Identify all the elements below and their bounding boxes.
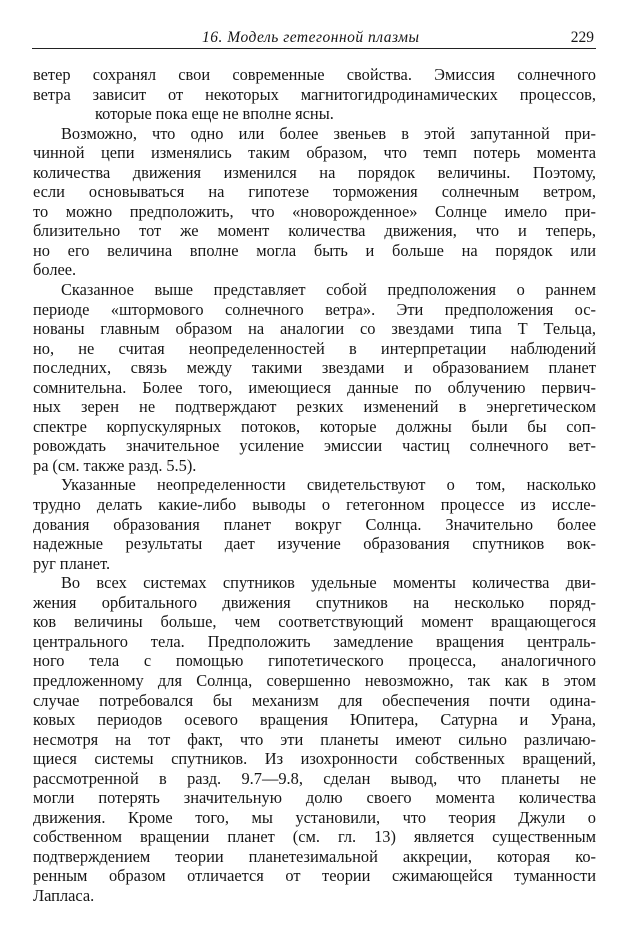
text-line: но его величина вполне могла быть и больше на порядок или [33, 240, 596, 260]
text-line: ветра зависит от некоторых магнитогидродинамических процессов, [33, 84, 596, 104]
text-line: чинной цепи изменялись таким образом, что темп потерь момента [33, 143, 596, 163]
text-line: спектре корпускулярных потоков, которые должны были бы соп- [33, 416, 596, 436]
text-line: могли потерять значительную долю своего момента количества [33, 788, 596, 808]
text-line: если основываться на гипотезе торможения солнечным ветром, [33, 182, 596, 202]
text-line: ветер сохранял свои современные свойства. Эмиссия солнечного [33, 65, 596, 84]
text-line: Сказанное выше представляет собой предположения о раннем [61, 280, 596, 300]
text-line: ровождать значительное усиление эмиссии частиц солнечного вет- [33, 436, 596, 456]
body-text [33, 65, 596, 906]
text-line: более. [33, 260, 77, 280]
text-line: руг планет. [33, 553, 111, 573]
paragraph [33, 475, 596, 573]
page-header [32, 28, 596, 49]
text-line: надежные результаты дает изучение образования спутников вок- [33, 534, 596, 554]
text-line: Лапласа. [33, 885, 95, 905]
text-line: ренным образом отличается от теории сжимающейся туманности [33, 866, 596, 886]
text-line: ков величины больше, чем соответствующий момент вращающегося [33, 612, 596, 632]
text-line: дования образования планет вокруг Солнца. Значительно более [33, 514, 596, 534]
text-line: движения. Кроме того, мы установили, что теория Джули о [33, 807, 596, 827]
paragraph [33, 124, 596, 280]
text-line: последних, связь между такими звездами и образованием планет [33, 358, 596, 378]
text-line: трудно делать какие-либо выводы о гетегонном процессе из иссле- [33, 495, 596, 515]
text-line: количества движения изменился на порядок величины. Поэтому, [33, 162, 596, 182]
text-line: ного тела с помощью гипотетического процесса, аналогичного [33, 651, 596, 671]
text-line: подтверждением теории планетезимальной аккреции, которая ко- [33, 846, 596, 866]
text-line: ра (см. также разд. 5.5). [33, 455, 197, 475]
text-line: которые пока еще не вполне ясны. [95, 104, 334, 124]
text-line: то можно предположить, что «новорожденное» Солнце имело при- [33, 201, 596, 221]
text-line: ковых периодов осевого вращения Юпитера, Сатурна и Урана, [33, 710, 596, 730]
text-line: несмотря на тот факт, что эти планеты имеют сильно различаю- [33, 729, 596, 749]
running-title: 16. Модель гетегонной плазмы [202, 29, 420, 46]
paragraph [33, 65, 596, 124]
text-line: случае потребовался бы механизм для обеспечения почти одина- [33, 690, 596, 710]
text-line: собственном вращении планет (см. гл. 13) является существенным [33, 827, 596, 847]
paragraph [33, 280, 596, 475]
text-line: щиеся системы спутников. Из изохронности собственных вращений, [33, 749, 596, 769]
paragraph [33, 573, 596, 905]
text-line: предложенному для Солнца, совершенно невозможно, так как в этом [33, 670, 596, 690]
text-line: близительно тот же момент количества движения, что и теперь, [33, 221, 596, 241]
text-line: периоде «штормового солнечного ветра». Эти предположения ос- [33, 299, 596, 319]
text-line: центрального тела. Предположить замедление вращения централь- [33, 631, 596, 651]
text-line: Возможно, что одно или более звеньев в этой запутанной при- [61, 123, 596, 143]
text-line: Во всех системах спутников удельные моменты количества дви- [61, 573, 596, 593]
text-line: рассмотренной в разд. 9.7—9.8, сделан вывод, что планеты не [33, 768, 596, 788]
text-line: сомнительна. Более того, имеющиеся данные по облучению первич- [33, 377, 596, 397]
text-line: Указанные неопределенности свидетельствуют о том, насколько [61, 475, 596, 495]
text-line: но, не считая неопределенностей в интерпретации наблюдений [33, 338, 596, 358]
page-number: 229 [570, 29, 594, 46]
text-line: нованы главным образом на аналогии со звездами типа Т Тельца, [33, 319, 596, 339]
text-line: ных зерен не подтверждают резких изменений в энергетическом [33, 397, 596, 417]
text-line: жения орбитального движения спутников на несколько поряд- [33, 592, 596, 612]
